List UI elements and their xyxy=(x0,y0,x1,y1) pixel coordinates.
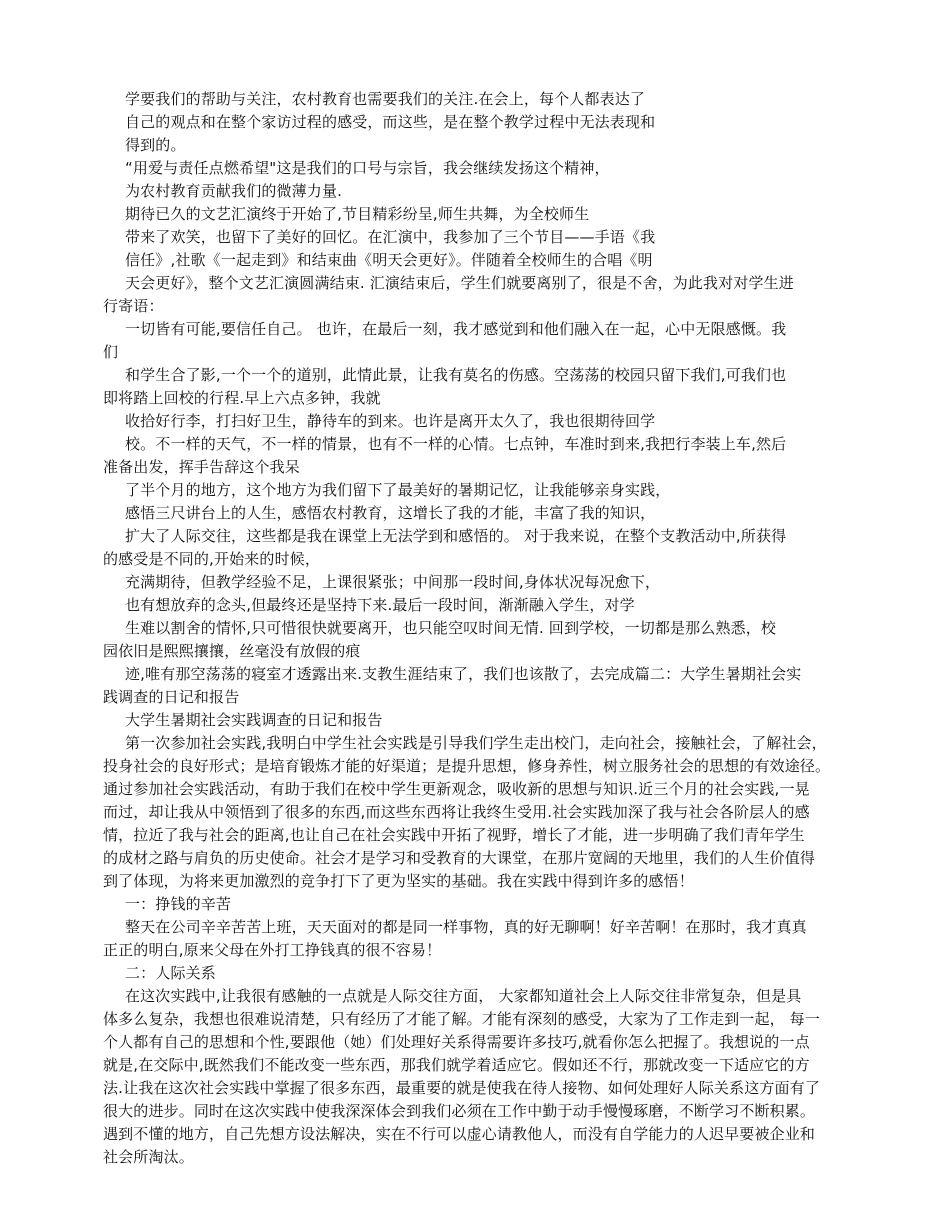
text-line: 为农村教育贡献我们的微薄力量. xyxy=(125,182,343,200)
text-line: 正正的明白,原来父母在外打工挣钱真的很不容易！ xyxy=(103,941,442,959)
text-line: 个人都有自己的思想和个性,要跟他（她）们处理好关系得需要许多技巧,就看你怎么把握了。我想说的一点 xyxy=(103,1033,810,1051)
text-line: 通过参加社会实践活动，有助于我们在校中学生更新观念，吸收新的思想与知识.近三个月的社会实践,一晃 xyxy=(103,780,810,798)
text-line: 信任》,社歌《一起走到》和结束曲《明天会更好》。伴随着全校师生的合唱《明 xyxy=(125,251,653,269)
text-line: 准备出发，挥手告辞这个我呆 xyxy=(103,458,300,476)
text-line: 的感受是不同的,开始来的时候， xyxy=(103,550,321,568)
text-line: 得到的。 xyxy=(125,136,186,154)
text-line: 就是,在交际中,既然我们不能改变一些东西，那我们就学着适应它。假如还不行，那就改变一下适应它的方 xyxy=(103,1056,810,1074)
text-line: 社会所淘汰。 xyxy=(103,1148,194,1166)
text-line: 园依旧是熙熙攘攘，丝毫没有放假的痕 xyxy=(103,642,361,660)
text-line: 也有想放弃的念头,但最终还是坚持下来.最后一段时间，渐渐融入学生，对学 xyxy=(125,596,635,614)
text-line: 一切皆有可能,要信任自己。 也许，在最后一刻，我才感觉到和他们融入在一起，心中无限感慨。我 xyxy=(125,320,787,338)
text-line: 行寄语： xyxy=(103,297,164,315)
text-line: 天会更好》，整个文艺汇演圆满结束. 汇演结束后，学生们就要离别了，很是不舍，为此我对对学生进 xyxy=(125,274,794,292)
text-line: 的成材之路与肩负的历史使命。社会才是学习和受教育的大课堂，在那片宽阔的天地里，我们的人生价值得 xyxy=(103,849,816,867)
text-line: 自己的观点和在整个家访过程的感受，而这些，是在整个教学过程中无法表现和 xyxy=(125,113,656,131)
text-line: 遇到不懂的地方，自己先想方设法解决，实在不行可以虚心请教他人，而没有自学能力的人迟早要被企业和 xyxy=(103,1125,816,1143)
text-line: 投身社会的良好形式；是培育锻炼才能的好渠道；是提升思想，修身养性，树立服务社会的思想的有效途径。 xyxy=(103,757,831,775)
text-line: 了半个月的地方，这个地方为我们留下了最美好的暑期记忆，让我能够亲身实践， xyxy=(125,481,671,499)
text-line: 们 xyxy=(103,343,119,361)
text-line: 扩大了人际交往，这些都是我在课堂上无法学到和感悟的。 对于我来说，在整个支教活动中,所获得 xyxy=(125,527,787,545)
text-line: 在这次实践中,让我很有感触的一点就是人际交往方面， 大家都知道社会上人际交往非常复杂，但是具 xyxy=(125,987,802,1005)
text-line: 而过，却让我从中领悟到了很多的东西,而这些东西将让我终生受用.社会实践加深了我与社会各阶层人的感 xyxy=(103,803,810,821)
text-line: 和学生合了影,一个一个的道别，此情此景，让我有莫名的伤感。空荡荡的校园只留下我们,可我们也 xyxy=(125,366,787,384)
text-line: 迹,唯有那空荡荡的寝室才透露出来.支教生涯结束了，我们也该散了，去完成篇二：大学生暑期社会实 xyxy=(125,665,802,683)
text-line: 生难以割舍的情怀,只可惜很快就要离开，也只能空叹时间无情. 回到学校，一切都是那么熟悉，校 xyxy=(125,619,777,637)
text-line: 体多么复杂，我想也很难说清楚，只有经历了才能了解。才能有深刻的感受，大家为了工作走到一起， 每一 xyxy=(103,1010,820,1028)
text-line: 带来了欢笑，也留下了美好的回忆。在汇演中，我参加了三个节目——手语《我 xyxy=(125,228,656,246)
text-line: 法.让我在这次社会实践中掌握了很多东西，最重要的就是使我在待人接物、如何处理好人际关系这方面有了 xyxy=(103,1079,820,1097)
text-line: 整天在公司辛辛苦苦上班，天天面对的都是同一样事物，真的好无聊啊！好辛苦啊！在那时，我才真真 xyxy=(125,918,807,936)
subsection-heading: 二：人际关系 xyxy=(125,964,216,982)
text-line: 充满期待，但教学经验不足，上课很紧张；中间那一段时间,身体状况每况愈下， xyxy=(125,573,661,591)
text-line: 即将踏上回校的行程.早上六点多钟，我就 xyxy=(103,389,381,407)
text-line: 到了体现，为将来更加激烈的竞争打下了更为坚实的基础。我在实践中得到许多的感悟！ xyxy=(103,872,694,890)
text-line: “用爱与责任点燃希望"这是我们的口号与宗旨，我会继续发扬这个精神， xyxy=(125,159,610,177)
section-heading: 大学生暑期社会实践调查的日记和报告 xyxy=(125,711,383,729)
text-line: 很大的进步。同时在这次实践中使我深深体会到我们必须在工作中勤于动手慢慢琢磨，不断学习不断积累。 xyxy=(103,1102,816,1120)
text-line: 校。不一样的天气，不一样的情景，也有不一样的心情。七点钟，车准时到来,我把行李装上车,然后 xyxy=(125,435,787,453)
text-line: 第一次参加社会实践,我明白中学生社会实践是引导我们学生走出校门，走向社会，接触社会，了解社会， xyxy=(125,734,827,752)
text-line: 践调查的日记和报告 xyxy=(103,688,240,706)
text-line: 感悟三尺讲台上的人生，感悟农村教育，这增长了我的才能，丰富了我的知识， xyxy=(125,504,656,522)
subsection-heading: 一：挣钱的辛苦 xyxy=(125,895,232,913)
text-line: 期待已久的文艺汇演终于开始了,节目精彩纷呈,师生共舞，为全校师生 xyxy=(125,205,590,223)
text-line: 情，拉近了我与社会的距离,也让自己在社会实践中开拓了视野，增长了才能，进一步明确了我们青年学生 xyxy=(103,826,805,844)
text-line: 收拾好行李，打扫好卫生，静待车的到来。也许是离开太久了，我也很期待回学 xyxy=(125,412,656,430)
text-line: 学要我们的帮助与关注，农村教育也需要我们的关注.在会上，每个人都表达了 xyxy=(125,90,646,108)
